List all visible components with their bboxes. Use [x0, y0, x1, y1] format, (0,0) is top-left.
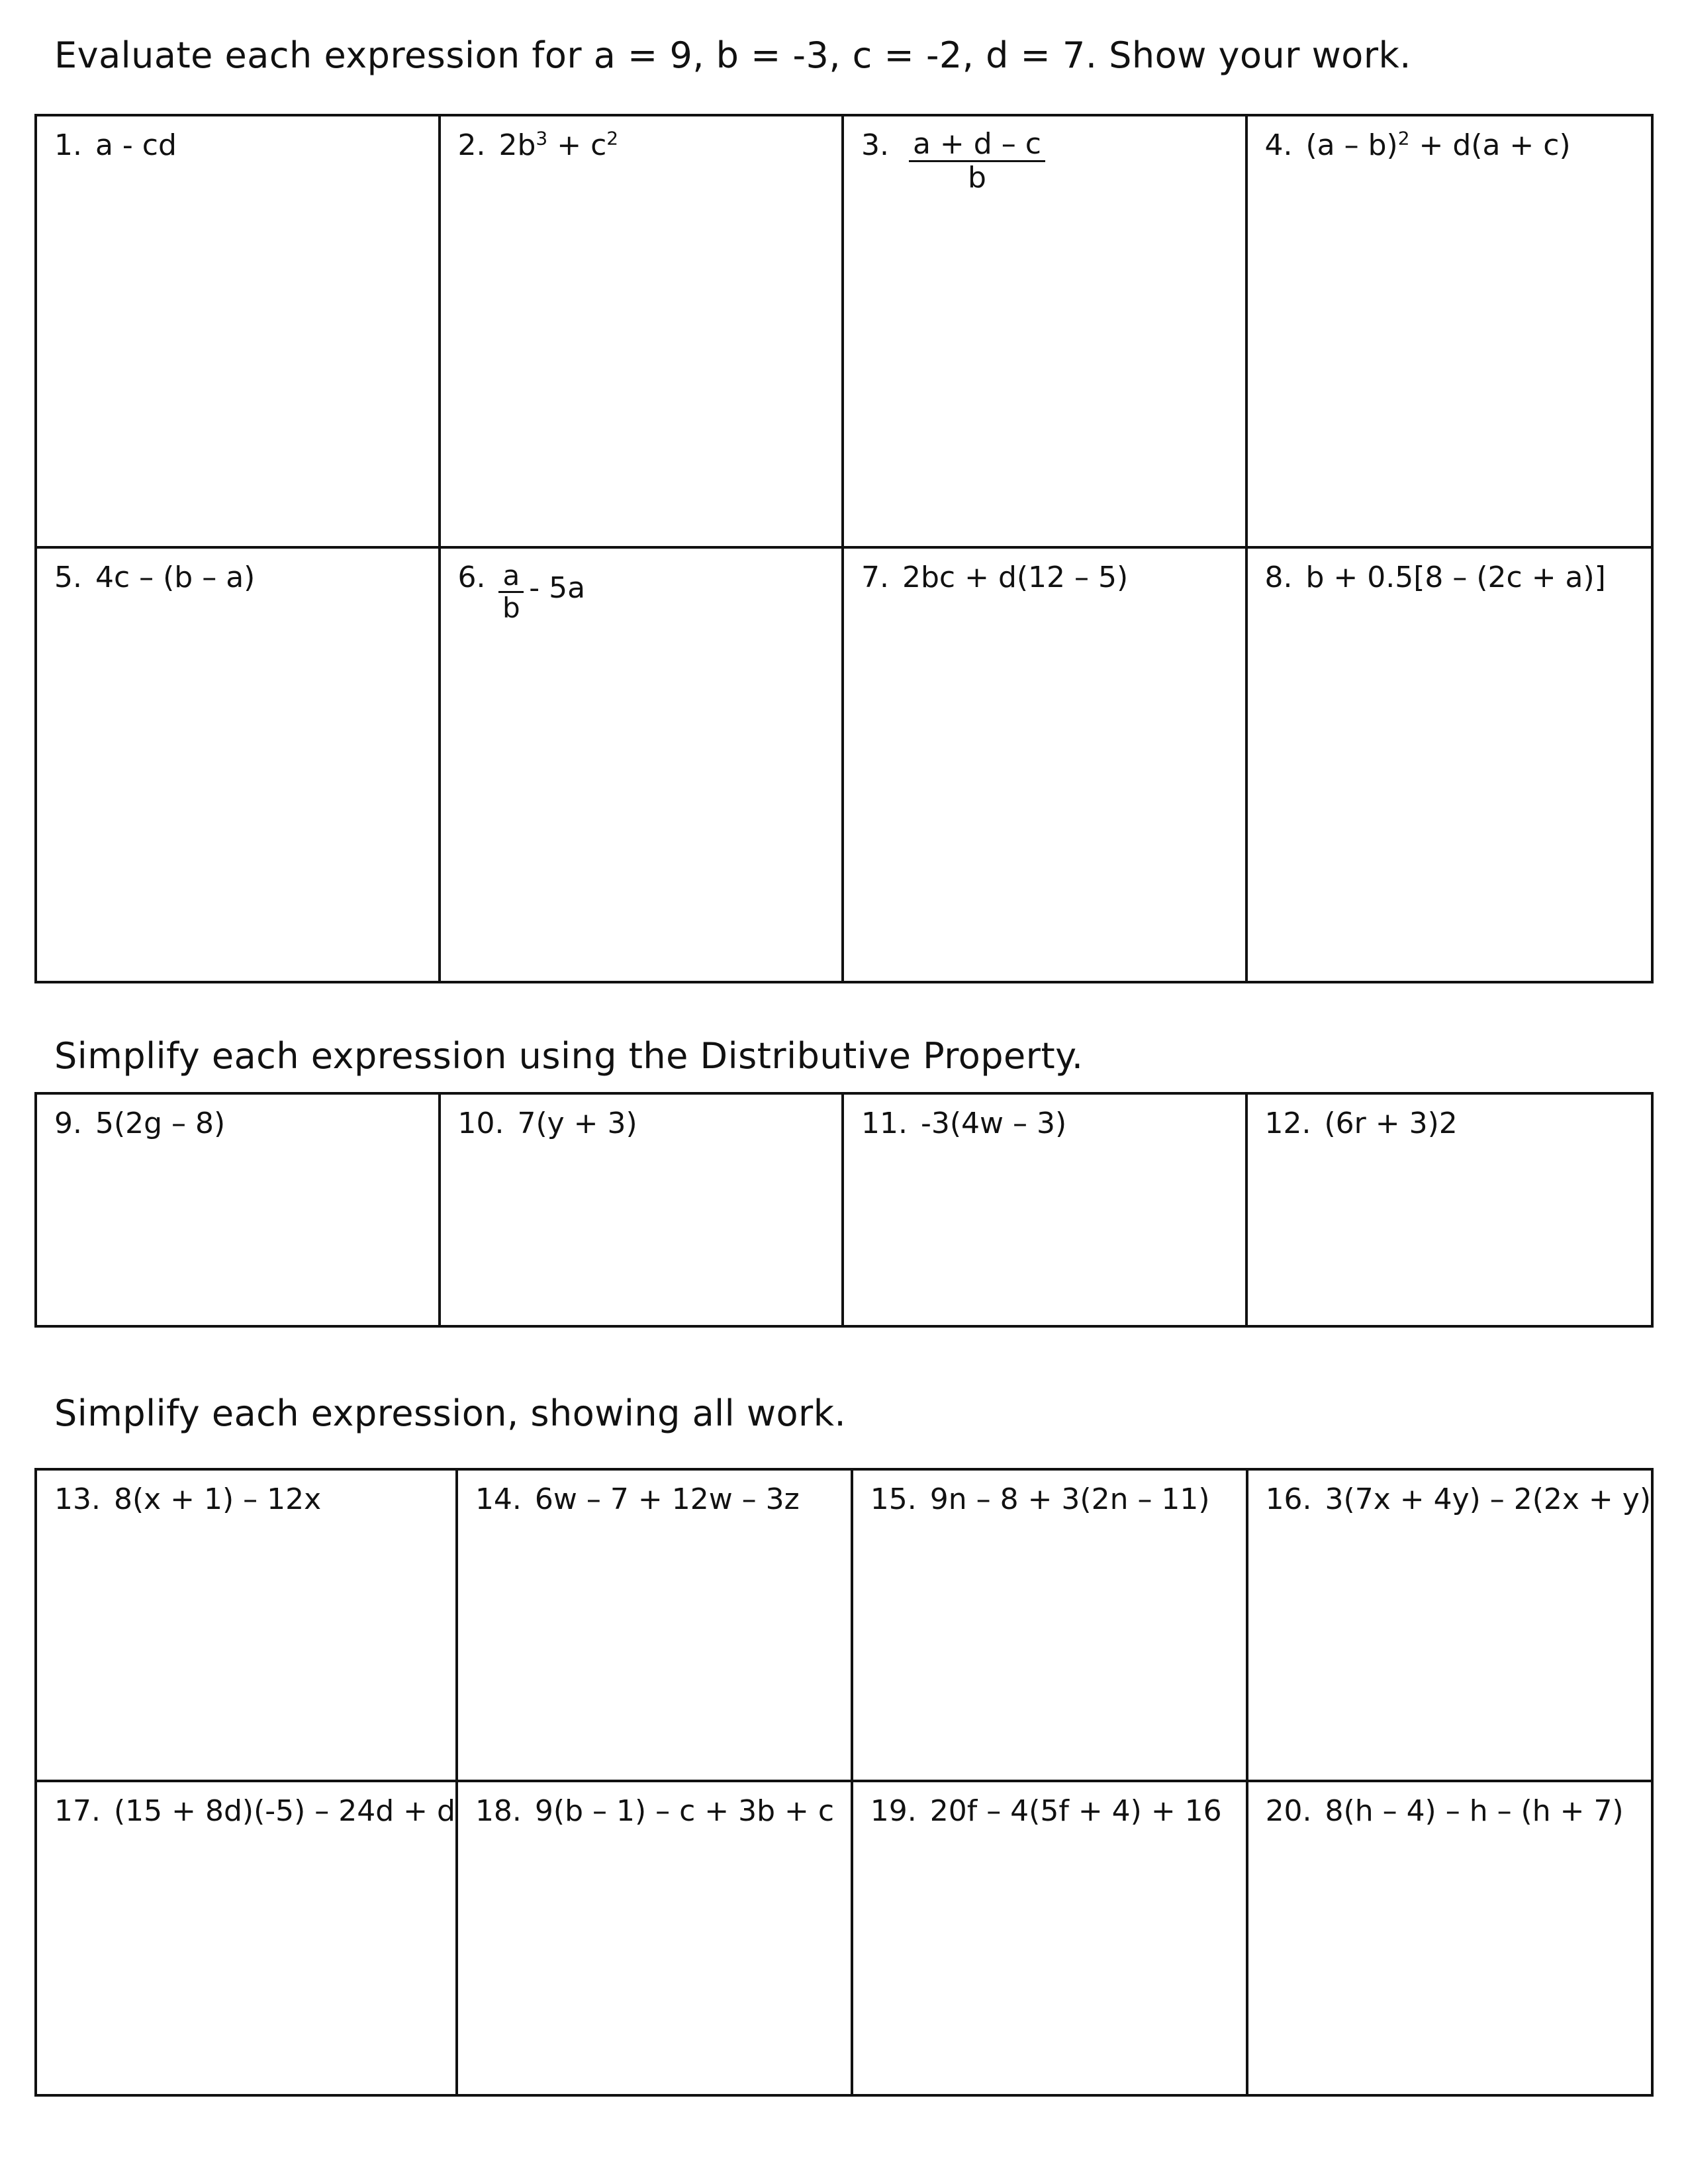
problem-number: 8.	[1264, 561, 1293, 594]
problem-number: 20.	[1265, 1794, 1312, 1828]
problem-number: 6.	[457, 561, 486, 594]
problem-expression: 7(y + 3)	[517, 1107, 637, 1140]
problem-expression: 9n – 8 + 3(2n – 11)	[929, 1482, 1210, 1516]
problem-expression: 3(7x + 4y) – 2(2x + y)	[1325, 1482, 1651, 1516]
problem-expression: -3(4w – 3)	[920, 1107, 1067, 1140]
problem-11[interactable]	[844, 1095, 1248, 1325]
problem-expression: (15 + 8d)(-5) – 24d + d	[113, 1794, 455, 1828]
problem-number: 13.	[54, 1482, 101, 1516]
problem-expression: 9(b – 1) – c + 3b + c	[534, 1794, 835, 1828]
problem-2[interactable]	[441, 116, 845, 549]
problem-expression: 4c – (b – a)	[95, 561, 256, 594]
problem-number: 17.	[54, 1794, 101, 1828]
problem-number: 15.	[870, 1482, 917, 1516]
problem-number: 4.	[1264, 128, 1293, 162]
problem-number: 11.	[861, 1107, 908, 1140]
problem-3[interactable]	[844, 116, 1248, 549]
problem-19[interactable]	[853, 1782, 1248, 2094]
problem-number: 9.	[54, 1107, 82, 1140]
problem-expression: (6r + 3)2	[1324, 1107, 1458, 1140]
problem-number: 1.	[54, 128, 82, 162]
problem-12[interactable]	[1248, 1095, 1652, 1325]
problem-number: 3.	[861, 128, 889, 162]
problem-8[interactable]	[1248, 549, 1652, 981]
problem-4[interactable]	[1248, 116, 1652, 549]
problem-16[interactable]	[1248, 1471, 1651, 1782]
section3-heading: Simplify each expression, showing all work.	[54, 1392, 847, 1434]
problem-17[interactable]	[37, 1782, 458, 2094]
problem-expression: b + 0.5[8 – (2c + a)]	[1305, 561, 1606, 594]
problem-number: 18.	[475, 1794, 522, 1828]
problem-expression: - 5a	[529, 571, 586, 605]
numerator: a	[498, 561, 524, 593]
problem-13[interactable]	[37, 1471, 458, 1782]
problem-expression: 8(h – 4) – h – (h + 7)	[1325, 1794, 1624, 1828]
problem-expression: 5(2g – 8)	[95, 1107, 226, 1140]
problem-20[interactable]	[1248, 1782, 1651, 2094]
problem-number: 7.	[861, 561, 889, 594]
evaluate-grid	[34, 114, 1654, 983]
problem-6[interactable]	[441, 549, 845, 981]
problem-expression: 8(x + 1) – 12x	[113, 1482, 322, 1516]
section2-heading: Simplify each expression using the Distributive Property.	[54, 1035, 1084, 1077]
problem-expression: 20f – 4(5f + 4) + 16	[929, 1794, 1222, 1828]
problem-7[interactable]	[844, 549, 1248, 981]
problem-1[interactable]	[37, 116, 441, 549]
denominator: b	[502, 592, 520, 625]
problem-14[interactable]	[458, 1471, 853, 1782]
problem-9[interactable]	[37, 1095, 441, 1325]
problem-10[interactable]	[441, 1095, 845, 1325]
fraction-expression	[909, 128, 1045, 195]
problem-number: 12.	[1264, 1107, 1311, 1140]
problem-expression: 2bc + d(12 – 5)	[902, 561, 1129, 594]
denominator: b	[967, 161, 986, 195]
problem-18[interactable]	[458, 1782, 853, 2094]
problem-15[interactable]	[853, 1471, 1248, 1782]
problem-5[interactable]	[37, 549, 441, 981]
problem-number: 2.	[457, 128, 486, 162]
section1-heading: Evaluate each expression for a = 9, b = -3, c = -2, d = 7. Show your work.	[54, 34, 1411, 76]
numerator: a + d – c	[909, 128, 1045, 162]
problem-number: 10.	[457, 1107, 504, 1140]
problem-number: 14.	[475, 1482, 522, 1516]
problem-expression: a - cd	[95, 128, 177, 162]
problem-expression: 6w – 7 + 12w – 3z	[534, 1482, 800, 1516]
problem-expression: (a – b)$^2$ + d(a + c)	[1305, 127, 1571, 162]
fraction-expression	[498, 561, 524, 623]
problem-number: 19.	[870, 1794, 917, 1828]
problem-number: 16.	[1265, 1482, 1312, 1516]
problem-number: 5.	[54, 561, 82, 594]
simplify-grid	[34, 1468, 1654, 2097]
distributive-grid	[34, 1092, 1654, 1328]
problem-expression: $2b^3 + c^2$	[498, 127, 619, 162]
